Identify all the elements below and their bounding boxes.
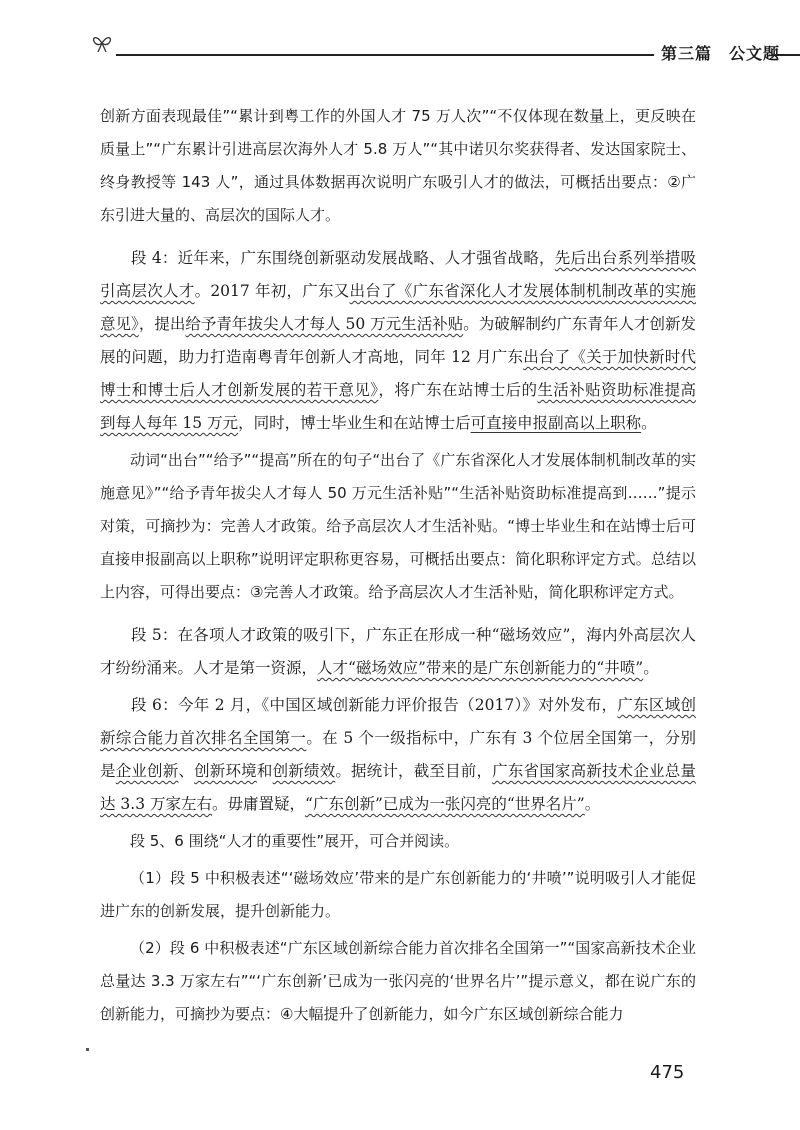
margin-mark (86, 1048, 89, 1051)
paragraph-point-1: （1）段 5 中积极表述“‘磁场效应’带来的是广东创新能力的‘井喷’”说明吸引人才能促进广东的创新发展，提升创新能力。 (100, 869, 696, 920)
highlight-doctoral-opinion: 出台了《关于加快新时代博士和博士后人才创新发展的若干意见》 (100, 348, 696, 399)
highlight-living-subsidy: 给予青年拔尖人才每人 50 万元生活补贴 (185, 315, 464, 333)
header-rule-right (772, 54, 800, 56)
paragraph-analysis-section-4: 动词“出台”“给予”“提高”所在的句子“出台了《广东省深化人才发展体制机制改革的实施意见》”“给予青年拔尖人才每人 50 万元生活补贴”“生活补贴资助标准提高到……”提示对策，可摘抄为：完善人才政策。给予高层次人才生活补贴。“博士毕业生和在站博士后可直接申报副高以上职称”说明评定职称更容易，可概括出要点：简化职称评定方式。总结以上内容，可得出要点：③完善人才政策。给予高层次人才生活补贴，简化职称评定方式。 (100, 451, 696, 601)
highlight-subsidy-raise: 生活补贴资助标准提高到每人每年 15 万元 (100, 381, 696, 432)
paragraph-section-6: 段 6：今年 2 月，《中国区域创新能力评价报告（2017）》对外发布，广东区域创新综合能力首次排名全国第一。在 5 个一级指标中，广东有 3 个位居全国第一，分别是企业创新、创新环境和创新绩效。据统计，截至目前，广东省国家高新技术企业总量达 3.3 万家左右。毋庸置疑，“广东创新”已成为一张闪亮的“世界名片”。 (100, 696, 696, 813)
section-title: 第三篇 公文题 (661, 44, 781, 63)
page-header (88, 32, 781, 72)
page-body (100, 100, 696, 1031)
paragraph-section-5: 段 5：在各项人才政策的吸引下，广东正在形成一种“磁场效应”，海内外高层次人才纷纷涌来。人才是第一资源，人才“磁场效应”带来的是广东创新能力的“井喷”。 (100, 626, 696, 677)
highlight-innovation-environment: 创新环境 (194, 762, 257, 780)
highlight-magnetic-effect: 人才“磁场效应”带来的是广东创新能力的“井喷” (317, 659, 644, 677)
paragraph-section-4: 段 4：近年来，广东围绕创新驱动发展战略、人才强省战略，先后出台系列举措吸引高层次人才。2017 年初，广东又出台了《广东省深化人才发展体制机制改革的实施意见》，提出给予青年拔尖人才每人 50 万元生活补贴。为破解制约广东青年人才创新发展的问题，助力打造南粤青年创新人才高地，同年 12 月广东出台了《关于加快新时代博士和博士后人才创新发展的若干意见》，将广东在站博士后的生活补贴资助标准提高到每人每年 15 万元，同时，博士毕业生和在站博士后可直接申报副高以上职称。 (100, 249, 696, 432)
paragraph-merge-note: 段 5、6 围绕“人才的重要性”展开，可合并阅读。 (130, 832, 460, 850)
header-rule-left (116, 54, 654, 56)
paragraph-analysis-intro: 创新方面表现最佳”“累计到粤工作的外国人才 75 万人次”“不仅体现在数量上，更反映在质量上”“广东累计引进高层次海外人才 5.8 万人”“其中诺贝尔奖获得者、发达国家院士、终身教授等 143 人”，通过具体数据再次说明广东吸引人才的做法，可概括出要点：②广东引进大量的、高层次的国际人才。 (100, 107, 696, 224)
page-number: 475 (650, 1062, 685, 1083)
highlight-enterprise-innovation: 企业创新 (115, 762, 179, 780)
highlight-high-tech-enterprises: 广东省国家高新技术企业总量达 3.3 万家左右 (100, 762, 696, 813)
highlight-title-evaluation: 可直接申报副高以上职称 (470, 414, 642, 432)
paragraph-point-2: （2）段 6 中积极表述“广东区域创新综合能力首次排名全国第一”“国家高新技术企业总量达 3.3 万家左右”“‘广东创新’已成为一张闪亮的‘世界名片’”提示意义，都在说广东的创新能力，可摘抄为要点：④大幅提升了创新能力，如今广东区域创新综合能力 (100, 939, 696, 1023)
highlight-measures: 先后出台系列举措吸引高层次人才 (100, 249, 696, 300)
highlight-first-ranking: 广东区域创新综合能力首次排名全国第一 (100, 696, 696, 747)
highlight-implementation-opinion: 出台了《广东省深化人才发展体制机制改革的实施意见》 (100, 282, 696, 333)
highlight-world-card: “广东创新”已成为一张闪亮的“世界名片” (305, 795, 585, 813)
highlight-innovation-performance: 创新绩效 (272, 762, 336, 780)
ribbon-bow-icon (90, 32, 114, 54)
